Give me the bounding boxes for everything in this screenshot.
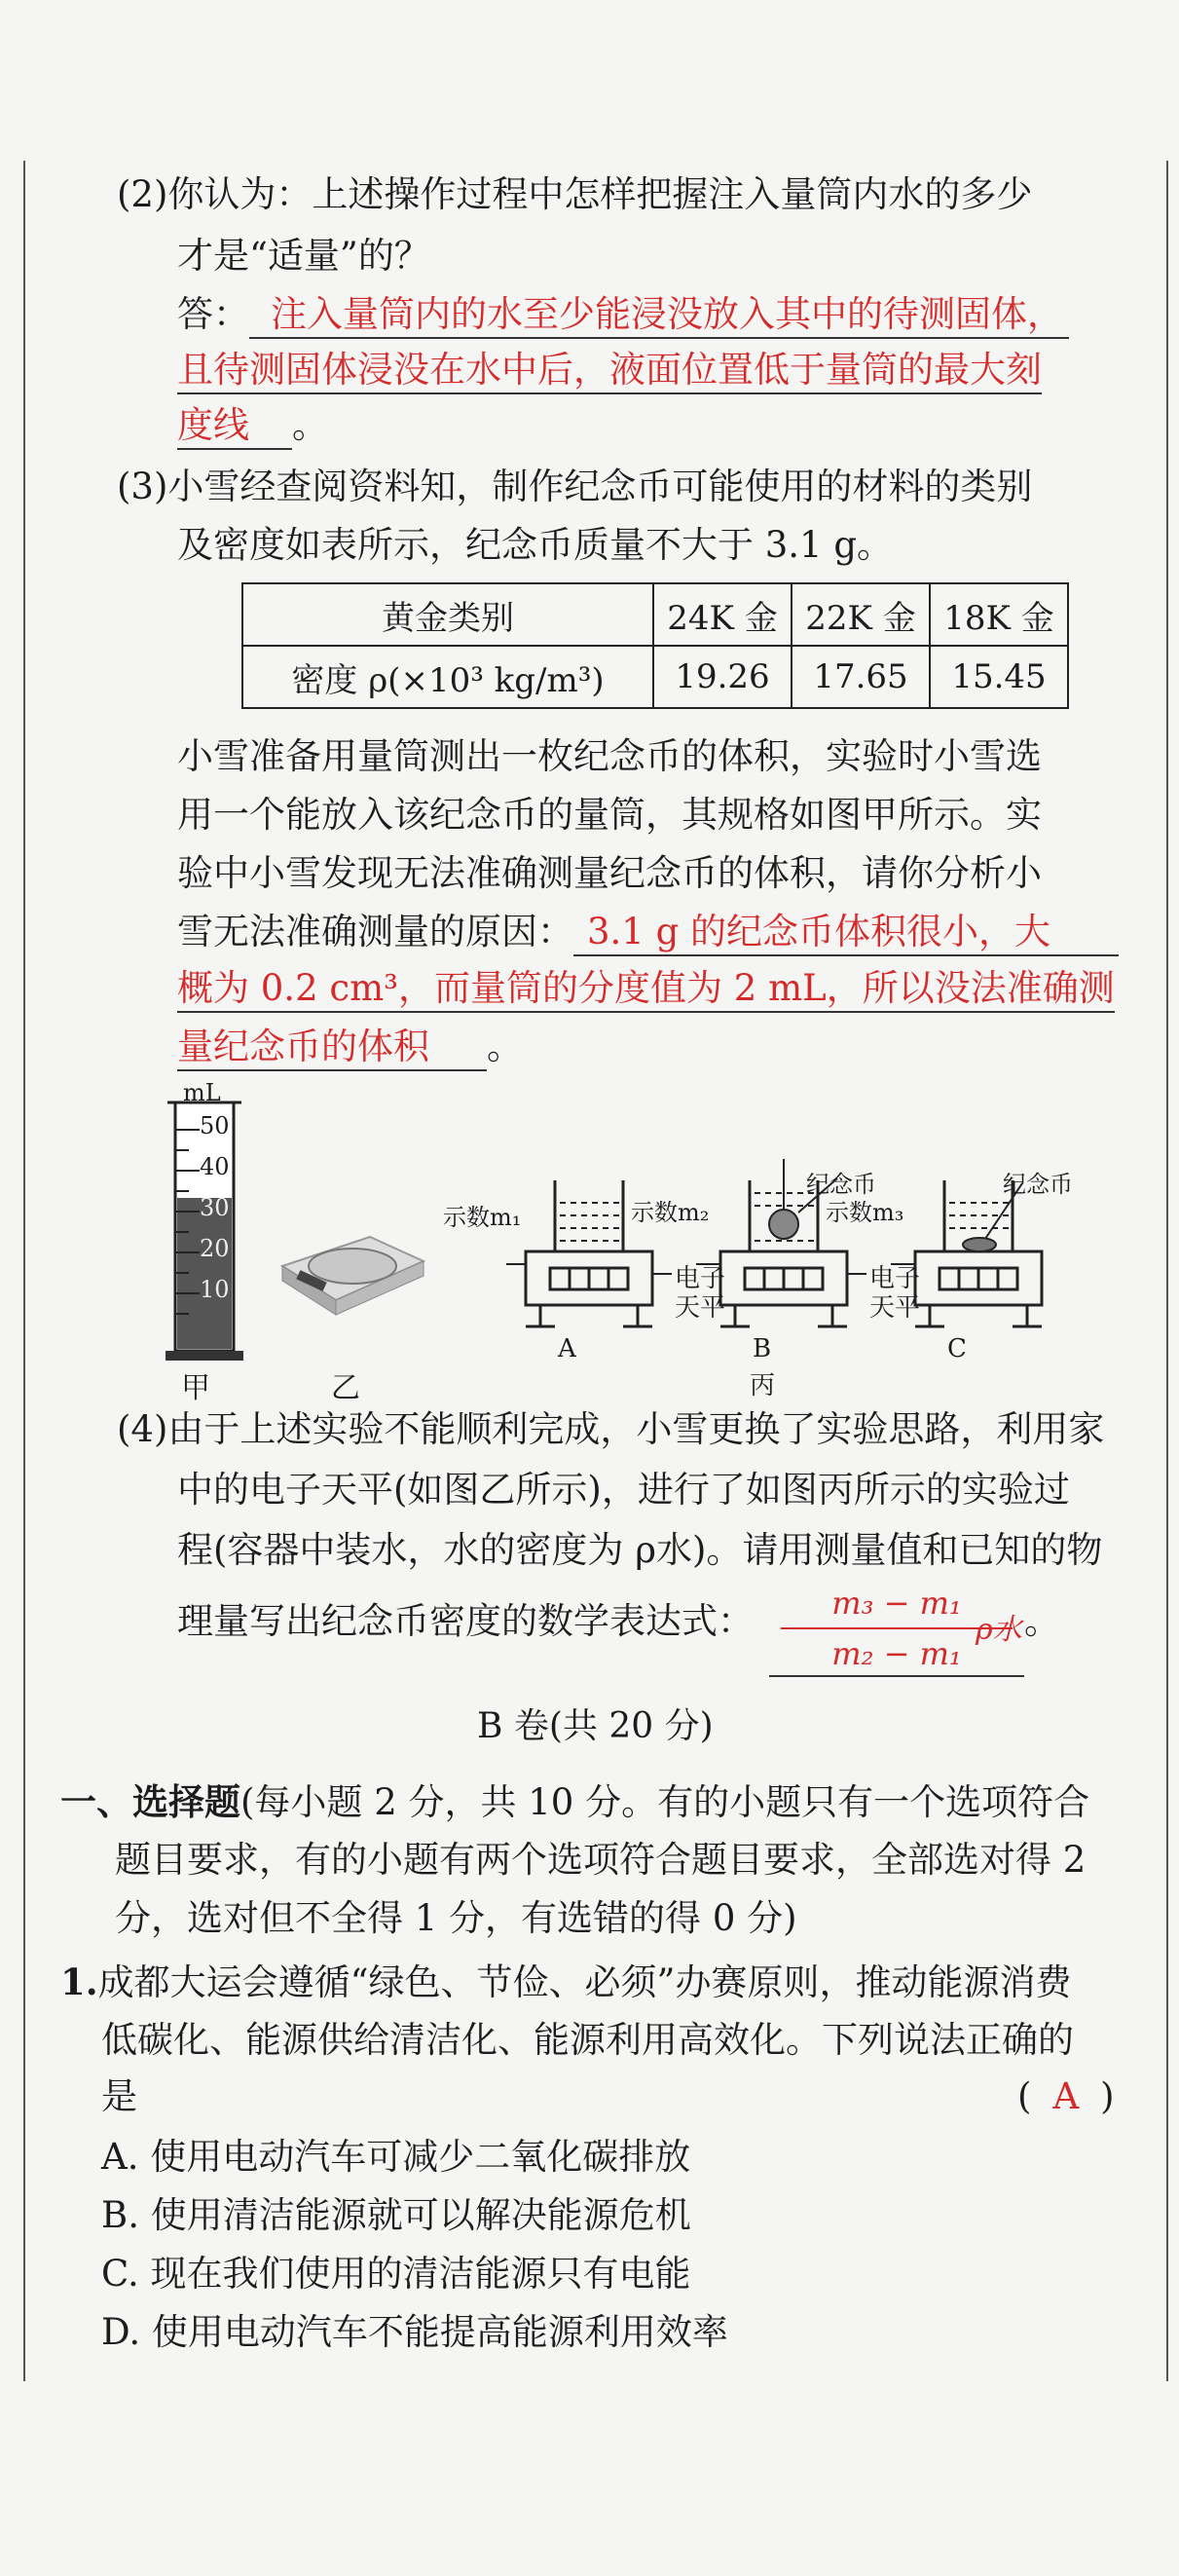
q1-answer-open: ( <box>1017 2075 1032 2117</box>
q3-answer-text-1: 3.1 g 的纪念币体积很小，大 <box>573 910 1119 956</box>
q3-answer-line-3 <box>177 1023 523 1071</box>
section-b-title: B 卷(共 20 分) <box>477 1706 714 1746</box>
density-table-header-row <box>242 583 1068 646</box>
q2-answer-text-1: 注入量筒内的水至少能浸没放入其中的待测固体， <box>249 292 1069 339</box>
balance-label-a-1: 电子 <box>675 1264 726 1293</box>
right-margin-rule <box>1166 161 1168 2381</box>
coin-label-b: 纪念币 <box>806 1171 876 1198</box>
choice-rule-line-1 <box>60 1777 1089 1827</box>
choice-heading: 一、选择题 <box>60 1780 240 1823</box>
figure-label-bing: 丙 <box>750 1371 776 1400</box>
figure-label-b: B <box>753 1334 772 1363</box>
balance-label-b-1: 电子 <box>869 1264 921 1293</box>
figure-label-jia: 甲 <box>181 1371 210 1405</box>
q2-answer-line-3 <box>177 401 328 450</box>
q1-stem-line-3: 是 <box>101 2075 137 2117</box>
table-header-22k: 22K 金 <box>792 583 930 646</box>
figure-label-a: A <box>558 1334 576 1363</box>
q3-answer-text-3: 量纪念币的体积 <box>177 1025 487 1071</box>
q3-text-line-4 <box>177 908 1119 956</box>
table-value-24k: 19.26 <box>653 646 792 708</box>
q1-stem-line-2: 低碳化、能源供给清洁化、能源利用高效化。下列说法正确的 <box>101 2019 1074 2061</box>
q2-answer-text-2: 且待测固体浸没在水中后，液面位置低于量筒的最大刻 <box>177 348 1042 394</box>
q4-answer-underline <box>769 1675 1024 1677</box>
cylinder-tick-20: 20 <box>200 1235 230 1262</box>
q1-option-c: C. 现在我们使用的清洁能源只有电能 <box>101 2253 691 2295</box>
q1-option-a: A. 使用电动汽车可减少二氧化碳排放 <box>101 2136 691 2178</box>
experiment-setup-figure <box>506 1159 1061 1344</box>
choice-rule-text-1: (每小题 2 分，共 10 分。有的小题只有一个选项符合 <box>240 1781 1090 1823</box>
q4-text-line-3: 程(容器中装水，水的密度为 ρ水)。请用测量值和已知的物 <box>177 1529 1103 1571</box>
q1-number: 1. <box>60 1960 98 2003</box>
table-value-22k: 17.65 <box>792 646 930 708</box>
q1-option-b: B. 使用清洁能源就可以解决能源危机 <box>101 2194 691 2236</box>
cylinder-unit-label: mL <box>183 1079 221 1106</box>
choice-rule-line-3: 分，选对但不全得 1 分，有选错的得 0 分) <box>115 1897 797 1939</box>
q3-text-line-3: 验中小雪发现无法准确测量纪念币的体积，请你分析小 <box>177 852 1042 894</box>
q1-option-d: D. 使用电动汽车不能提高能源利用效率 <box>101 2311 728 2353</box>
density-table <box>241 582 1069 709</box>
table-header-18k: 18K 金 <box>930 583 1068 646</box>
table-row-label: 密度 ρ(×10³ kg/m³) <box>242 646 653 708</box>
q3-text-line-1: 小雪准备用量筒测出一枚纪念币的体积，实验时小雪选 <box>177 735 1042 777</box>
q4-text-line-4: 理量写出纪念币密度的数学表达式： <box>177 1600 754 1642</box>
reading-m2-label: 示数m₂ <box>631 1199 710 1226</box>
fraction-denominator: m₂ − m₁ <box>831 1635 962 1672</box>
q1-answer-bracket <box>1017 2072 1115 2121</box>
q3-period: 。 <box>487 1026 523 1067</box>
figure-label-yi: 乙 <box>331 1371 360 1405</box>
coin-label-c: 纪念币 <box>1003 1171 1073 1198</box>
table-value-18k: 15.45 <box>930 646 1068 708</box>
q4-answer-rho: ρ水 <box>976 1613 1022 1647</box>
balance-label-b-2: 天平 <box>869 1293 921 1323</box>
q1-answer-close: ) <box>1100 2075 1115 2117</box>
q4-period: 。 <box>1024 1600 1060 1642</box>
cylinder-tick-50: 50 <box>200 1112 230 1139</box>
balance-label-a-2: 天平 <box>675 1293 726 1323</box>
electronic-scale-figure <box>263 1208 428 1320</box>
q2-prompt-line-2: 才是“适量”的？ <box>177 235 430 277</box>
q1-stem-text-1: 成都大运会遵循“绿色、节俭、必须”办赛原则，推动能源消费 <box>97 1961 1072 2003</box>
fraction-numerator: m₃ − m₁ <box>831 1585 962 1622</box>
cylinder-tick-10: 10 <box>200 1276 230 1303</box>
cylinder-tick-30: 30 <box>200 1194 230 1221</box>
q1-answer: A <box>1052 2075 1080 2117</box>
q4-text-line-1: (4)由于上述实验不能顺利完成，小雪更换了实验思路，利用家 <box>117 1408 1105 1450</box>
q3-prompt-line-2: 及密度如表所示，纪念币质量不大于 3.1 g。 <box>177 524 894 566</box>
q2-period: 。 <box>292 404 328 446</box>
q2-answer-line-1 <box>177 290 1069 339</box>
q2-prompt-line-1: (2)你认为：上述操作过程中怎样把握注入量筒内水的多少 <box>117 173 1033 215</box>
q3-answer-line-2 <box>177 964 1115 1013</box>
q3-prompt-line-1: (3)小雪经查阅资料知，制作纪念币可能使用的材料的类别 <box>117 466 1033 507</box>
density-table-value-row <box>242 646 1068 708</box>
table-header-24k: 24K 金 <box>653 583 792 646</box>
left-margin-rule <box>23 161 25 2381</box>
reading-m3-label: 示数m₃ <box>826 1199 904 1226</box>
q2-answer-text-3: 度线 <box>177 403 292 450</box>
q3-text-line-2: 用一个能放入该纪念币的量筒，其规格如图甲所示。实 <box>177 794 1042 836</box>
q2-answer-label: 答： <box>177 293 249 335</box>
table-header-category: 黄金类别 <box>242 583 653 646</box>
q3-reason-label: 雪无法准确测量的原因： <box>177 911 573 952</box>
choice-rule-line-2: 题目要求，有的小题有两个选项符合题目要求，全部选对得 2 <box>115 1839 1087 1881</box>
q1-stem-line-1 <box>60 1958 1071 2007</box>
figure-label-c: C <box>947 1334 967 1363</box>
q4-text-line-2: 中的电子天平(如图乙所示)，进行了如图丙所示的实验过 <box>177 1469 1070 1511</box>
q3-answer-text-2: 概为 0.2 cm³，而量筒的分度值为 2 mL，所以没法准确测 <box>177 966 1115 1013</box>
cylinder-tick-40: 40 <box>200 1153 230 1180</box>
q2-answer-line-2 <box>177 346 1042 394</box>
reading-m1-label: 示数m₁ <box>443 1204 522 1231</box>
